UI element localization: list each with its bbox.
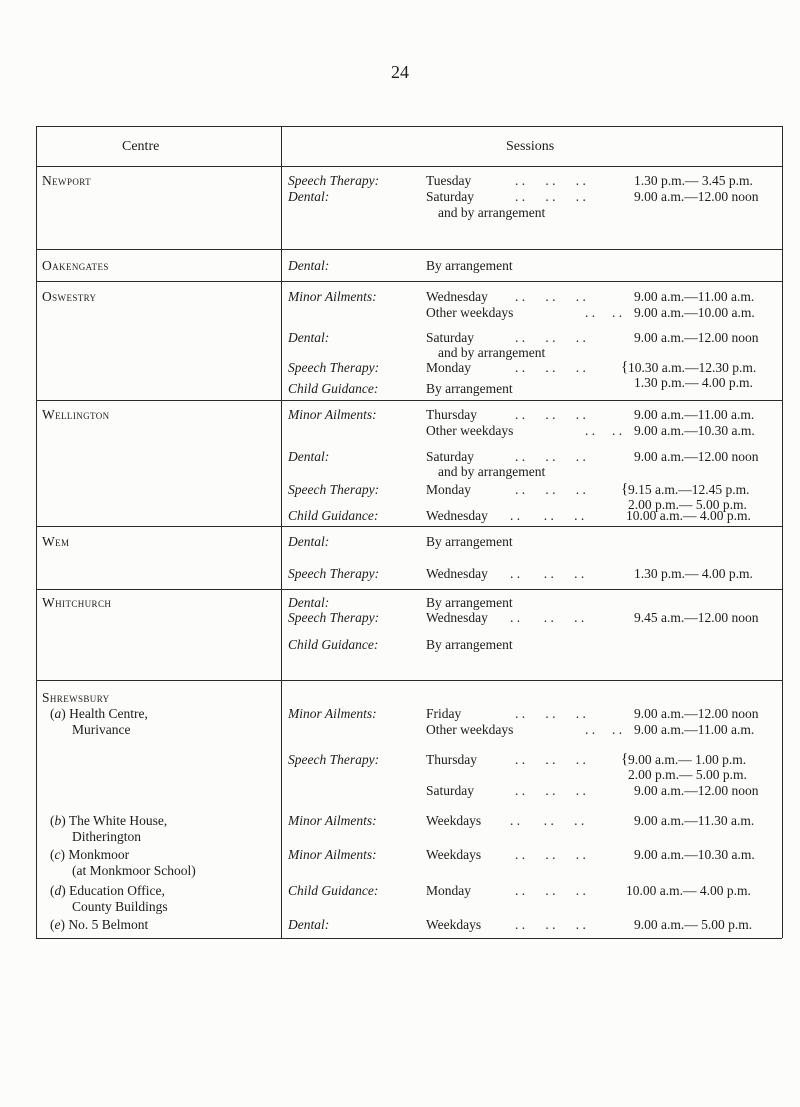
session-type: Speech Therapy: <box>288 566 380 581</box>
header-sessions: Sessions <box>506 139 555 154</box>
session-type: Minor Ailments: <box>288 407 377 422</box>
session-day: Thursday <box>426 407 477 422</box>
session-day: By arrangement <box>426 637 513 652</box>
sub-centre-name: (d) Education Office, <box>50 883 165 898</box>
leader-dots: . . . . . . <box>515 847 586 862</box>
leader-dots: . . . . . . <box>515 189 586 204</box>
session-day-note: and by arrangement <box>438 345 546 360</box>
session-time-2: 2.00 p.m.— 5.00 p.m. <box>628 767 747 782</box>
session-time: 9.15 a.m.—12.45 p.m. <box>628 482 750 497</box>
centre-name: Oakengates <box>42 258 109 273</box>
row-rule <box>36 680 782 681</box>
leader-dots: . . . . . . <box>515 449 586 464</box>
centre-name: Shrewsbury <box>42 690 110 705</box>
session-time: 9.00 a.m.—10.30 a.m. <box>634 847 755 862</box>
session-day: Friday <box>426 706 462 721</box>
sub-centre-name-2: Murivance <box>72 722 131 737</box>
brace-icon: { <box>621 751 629 767</box>
page-number: 24 <box>391 62 409 82</box>
session-type: Speech Therapy: <box>288 173 380 188</box>
table-right-rule <box>782 126 783 938</box>
session-type: Dental: <box>288 330 330 345</box>
session-time-2: 2.00 p.m.— 5.00 p.m. <box>628 497 747 512</box>
session-day: Saturday <box>426 449 474 464</box>
session-type: Dental: <box>288 917 330 932</box>
leader-dots: . . . . . . <box>515 752 586 767</box>
session-day: Other weekdays <box>426 305 514 320</box>
leader-dots: . . . . . . <box>510 610 585 625</box>
session-time: 9.00 a.m.—11.30 a.m. <box>634 813 755 828</box>
session-type: Child Guidance: <box>288 508 379 523</box>
row-rule <box>36 526 782 527</box>
session-day: Other weekdays <box>426 722 514 737</box>
session-day: Weekdays <box>426 813 482 828</box>
leader-dots: . . . . . . <box>515 330 586 345</box>
leader-dots: . . . . . . <box>515 783 586 798</box>
session-time: 1.30 p.m.— 4.00 p.m. <box>634 566 753 581</box>
centre-name: Wellington <box>42 407 110 422</box>
session-type: Dental: <box>288 595 330 610</box>
session-day: Wednesday <box>426 508 488 523</box>
session-time: 10.30 a.m.—12.30 p.m. <box>628 360 757 375</box>
session-time: 9.00 a.m.—11.00 a.m. <box>634 407 755 422</box>
row-rule <box>36 589 782 590</box>
session-time: 9.00 a.m.—10.30 a.m. <box>634 423 755 438</box>
session-day: Monday <box>426 360 471 375</box>
leader-dots: . . . . <box>585 722 623 737</box>
session-time: 9.45 a.m.—12.00 noon <box>634 610 759 625</box>
session-type: Child Guidance: <box>288 883 379 898</box>
session-time: 10.00 a.m.— 4.00 p.m. <box>626 883 751 898</box>
session-day: By arrangement <box>426 595 513 610</box>
session-time: 1.30 p.m.— 3.45 p.m. <box>634 173 753 188</box>
leader-dots: . . . . . . <box>510 566 585 581</box>
sub-centre-name: (e) No. 5 Belmont <box>50 917 149 932</box>
session-type: Dental: <box>288 449 330 464</box>
session-type: Minor Ailments: <box>288 847 377 862</box>
table-left-rule <box>36 126 37 938</box>
session-day: By arrangement <box>426 534 513 549</box>
session-type: Dental: <box>288 189 330 204</box>
leader-dots: . . . . <box>585 423 623 438</box>
header-rule <box>36 166 782 167</box>
session-type: Dental: <box>288 534 330 549</box>
session-time-2: 1.30 p.m.— 4.00 p.m. <box>634 375 753 390</box>
leader-dots: . . . . <box>585 305 623 320</box>
session-time: 9.00 a.m.—10.00 a.m. <box>634 305 755 320</box>
leader-dots: . . . . . . <box>510 508 585 523</box>
sub-centre-name: (a) Health Centre, <box>50 706 148 721</box>
centre-name: Newport <box>42 173 92 188</box>
session-day: By arrangement <box>426 381 513 396</box>
sub-centre-name: (b) The White House, <box>50 813 168 828</box>
session-day: Monday <box>426 883 471 898</box>
session-day: Saturday <box>426 783 474 798</box>
column-divider <box>281 126 282 938</box>
session-day: Weekdays <box>426 917 482 932</box>
session-day: Saturday <box>426 189 474 204</box>
session-time: 9.00 a.m.— 5.00 p.m. <box>634 917 753 932</box>
session-time: 9.00 a.m.—12.00 noon <box>634 449 759 464</box>
leader-dots: . . . . . . <box>515 706 586 721</box>
session-day: Wednesday <box>426 566 488 581</box>
session-type: Speech Therapy: <box>288 752 380 767</box>
sub-centre-name: (c) Monkmoor <box>50 847 130 862</box>
session-type: Minor Ailments: <box>288 813 377 828</box>
session-type: Dental: <box>288 258 330 273</box>
leader-dots: . . . . . . <box>515 407 586 422</box>
session-type: Child Guidance: <box>288 381 379 396</box>
session-day: Monday <box>426 482 471 497</box>
table-bottom-rule <box>36 938 782 939</box>
session-day: Saturday <box>426 330 474 345</box>
session-day: Weekdays <box>426 847 482 862</box>
session-type: Child Guidance: <box>288 637 379 652</box>
leader-dots: . . . . . . <box>515 482 586 497</box>
leader-dots: . . . . . . <box>515 173 586 188</box>
centre-name: Wem <box>42 534 70 549</box>
sub-centre-name-2: (at Monkmoor School) <box>72 863 196 878</box>
session-time: 9.00 a.m.—11.00 a.m. <box>634 722 755 737</box>
session-day: Thursday <box>426 752 477 767</box>
session-day: Wednesday <box>426 610 488 625</box>
session-type: Speech Therapy: <box>288 610 380 625</box>
session-day: By arrangement <box>426 258 513 273</box>
centre-name: Whitchurch <box>42 595 112 610</box>
session-time: 9.00 a.m.—12.00 noon <box>634 330 759 345</box>
session-day: Tuesday <box>426 173 472 188</box>
table-top-rule <box>36 126 782 127</box>
session-day: Other weekdays <box>426 423 514 438</box>
session-day-note: and by arrangement <box>438 205 546 220</box>
session-type: Minor Ailments: <box>288 706 377 721</box>
header-centre: Centre <box>122 139 160 154</box>
row-rule <box>36 249 782 250</box>
session-day-note: and by arrangement <box>438 464 546 479</box>
leader-dots: . . . . . . <box>515 917 586 932</box>
session-day: Wednesday <box>426 289 488 304</box>
leader-dots: . . . . . . <box>515 360 586 375</box>
row-rule <box>36 281 782 282</box>
brace-icon: { <box>621 481 629 497</box>
session-time: 9.00 a.m.—12.00 noon <box>634 706 759 721</box>
centre-name: Oswestry <box>42 289 97 304</box>
brace-icon: { <box>621 359 629 375</box>
sub-centre-name-2: County Buildings <box>72 899 168 914</box>
session-time: 9.00 a.m.—11.00 a.m. <box>634 289 755 304</box>
session-time: 9.00 a.m.—12.00 noon <box>634 783 759 798</box>
session-time: 9.00 a.m.— 1.00 p.m. <box>628 752 747 767</box>
row-rule <box>36 400 782 401</box>
session-type: Minor Ailments: <box>288 289 377 304</box>
sub-centre-name-2: Ditherington <box>72 829 141 844</box>
session-time: 9.00 a.m.—12.00 noon <box>634 189 759 204</box>
session-type: Speech Therapy: <box>288 360 380 375</box>
leader-dots: . . . . . . <box>515 289 586 304</box>
session-time: 10.00 a.m.— 4.00 p.m. <box>626 508 751 523</box>
session-type: Speech Therapy: <box>288 482 380 497</box>
leader-dots: . . . . . . <box>515 883 586 898</box>
leader-dots: . . . . . . <box>510 813 585 828</box>
